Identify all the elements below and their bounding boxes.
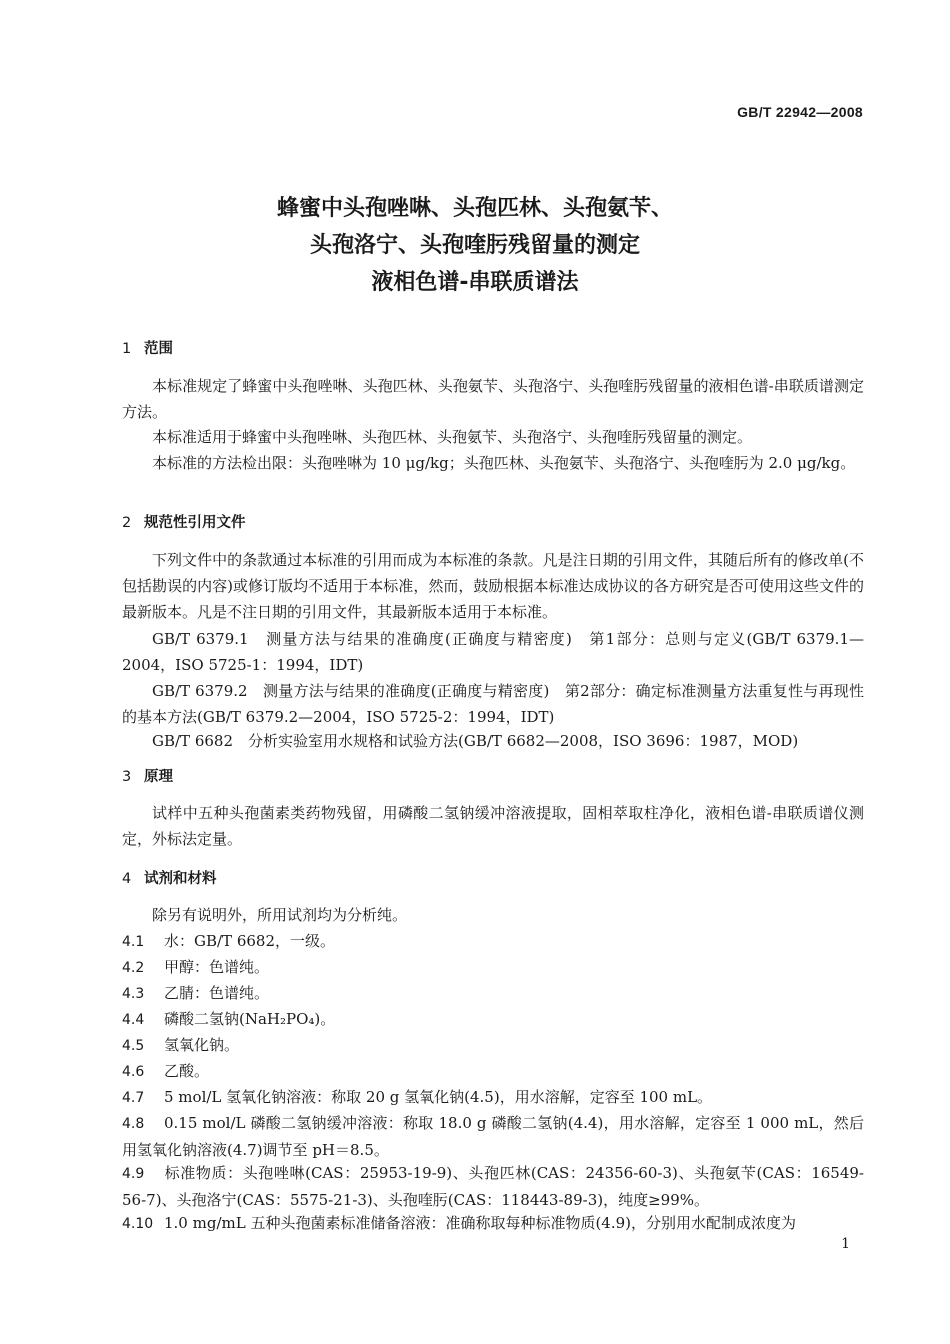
list-item: 4.9 标准物质：头孢唑啉(CAS：25953-19-9)、头孢匹林(CAS：24356-60-3)、头孢氨苄(CAS：16549-56-7)、头孢洛宁(CAS：5575-21-3)、头孢喹肟(CAS：118443-89-3)，纯度≥99%。 xyxy=(122,1164,864,1209)
list-item: 4.1 水：GB/T 6682，一级。 xyxy=(122,932,336,950)
section-1-paragraph-1: 本标准规定了蜂蜜中头孢唑啉、头孢匹林、头孢氨苄、头孢洛宁、头孢喹肟残留量的液相色谱-串联质谱测定方法。 xyxy=(122,377,864,421)
section-1-paragraph-3: 本标准的方法检出限：头孢唑啉为 10 μg/kg；头孢匹林、头孢氨苄、头孢洛宁、头孢喹肟为 2.0 μg/kg。 xyxy=(152,454,856,472)
title-line-1: 蜂蜜中头孢唑啉、头孢匹林、头孢氨苄、 xyxy=(276,196,673,221)
section-1-heading: 1 范围 xyxy=(122,341,173,357)
list-item: 4.8 0.15 mol/L 磷酸二氢钠缓冲溶液：称取 18.0 g 磷酸二氢钠(4.4)，用水溶解，定容至 1 000 mL，然后用氢氧化钠溶液(4.7)调节至 pH＝8.5。 xyxy=(122,1114,864,1159)
reference-gbt-6379-2: GB/T 6379.2 测量方法与结果的准确度(正确度与精密度) 第2部分：确定标准测量方法重复性与再现性的基本方法(GB/T 6379.2—2004，ISO 5725-2：1994，IDT) xyxy=(122,682,864,726)
section-1-paragraph-2: 本标准适用于蜂蜜中头孢唑啉、头孢匹林、头孢氨苄、头孢洛宁、头孢喹肟残留量的测定。 xyxy=(152,428,753,446)
title-line-2: 头孢洛宁、头孢喹肟残留量的测定 xyxy=(309,233,640,258)
list-item: 4.7 5 mol/L 氢氧化钠溶液：称取 20 g 氢氧化钠(4.5)，用水溶解，定容至 100 mL。 xyxy=(122,1088,713,1106)
reference-gbt-6379-1: GB/T 6379.1 测量方法与结果的准确度(正确度与精密度) 第1部分：总则与定义(GB/T 6379.1—2004，ISO 5725-1：1994，IDT) xyxy=(122,630,864,674)
reference-gbt-6682: GB/T 6682 分析实验室用水规格和试验方法(GB/T 6682—2008，ISO 3696：1987，MOD) xyxy=(152,732,799,750)
list-item: 4.10 1.0 mg/mL 五种头孢菌素标准储备溶液：准确称取每种标准物质(4.9)，分别用水配制成浓度为 xyxy=(122,1214,797,1232)
list-item: 4.2 甲醇：色谱纯。 xyxy=(122,958,270,976)
section-3-heading: 3 原理 xyxy=(122,769,173,785)
section-4-intro: 除另有说明外，所用试剂均为分析纯。 xyxy=(152,906,408,924)
document-title xyxy=(0,190,950,301)
list-item: 4.6 乙酸。 xyxy=(122,1062,210,1080)
section-4-heading: 4 试剂和材料 xyxy=(122,871,217,887)
list-item: 4.4 磷酸二氢钠(NaH₂PO₄)。 xyxy=(122,1010,336,1028)
section-2-heading: 2 规范性引用文件 xyxy=(122,515,246,531)
standard-code: GB/T 22942—2008 xyxy=(737,104,863,120)
section-3-paragraph-1: 试样中五种头孢菌素类药物残留，用磷酸二氢钠缓冲溶液提取，固相萃取柱净化，液相色谱-串联质谱仪测定，外标法定量。 xyxy=(122,804,864,848)
title-line-3: 液相色谱-串联质谱法 xyxy=(371,270,579,295)
list-item: 4.5 氢氧化钠。 xyxy=(122,1036,240,1054)
page-number: 1 xyxy=(841,1236,850,1252)
list-item: 4.3 乙腈：色谱纯。 xyxy=(122,984,270,1002)
section-2-paragraph-1: 下列文件中的条款通过本标准的引用而成为本标准的条款。凡是注日期的引用文件，其随后所有的修改单(不包括勘误的内容)或修订版均不适用于本标准，然而，鼓励根据本标准达成协议的各方研究是否可使用这些文件的最新版本。凡是不注日期的引用文件，其最新版本适用于本标准。 xyxy=(122,551,864,621)
